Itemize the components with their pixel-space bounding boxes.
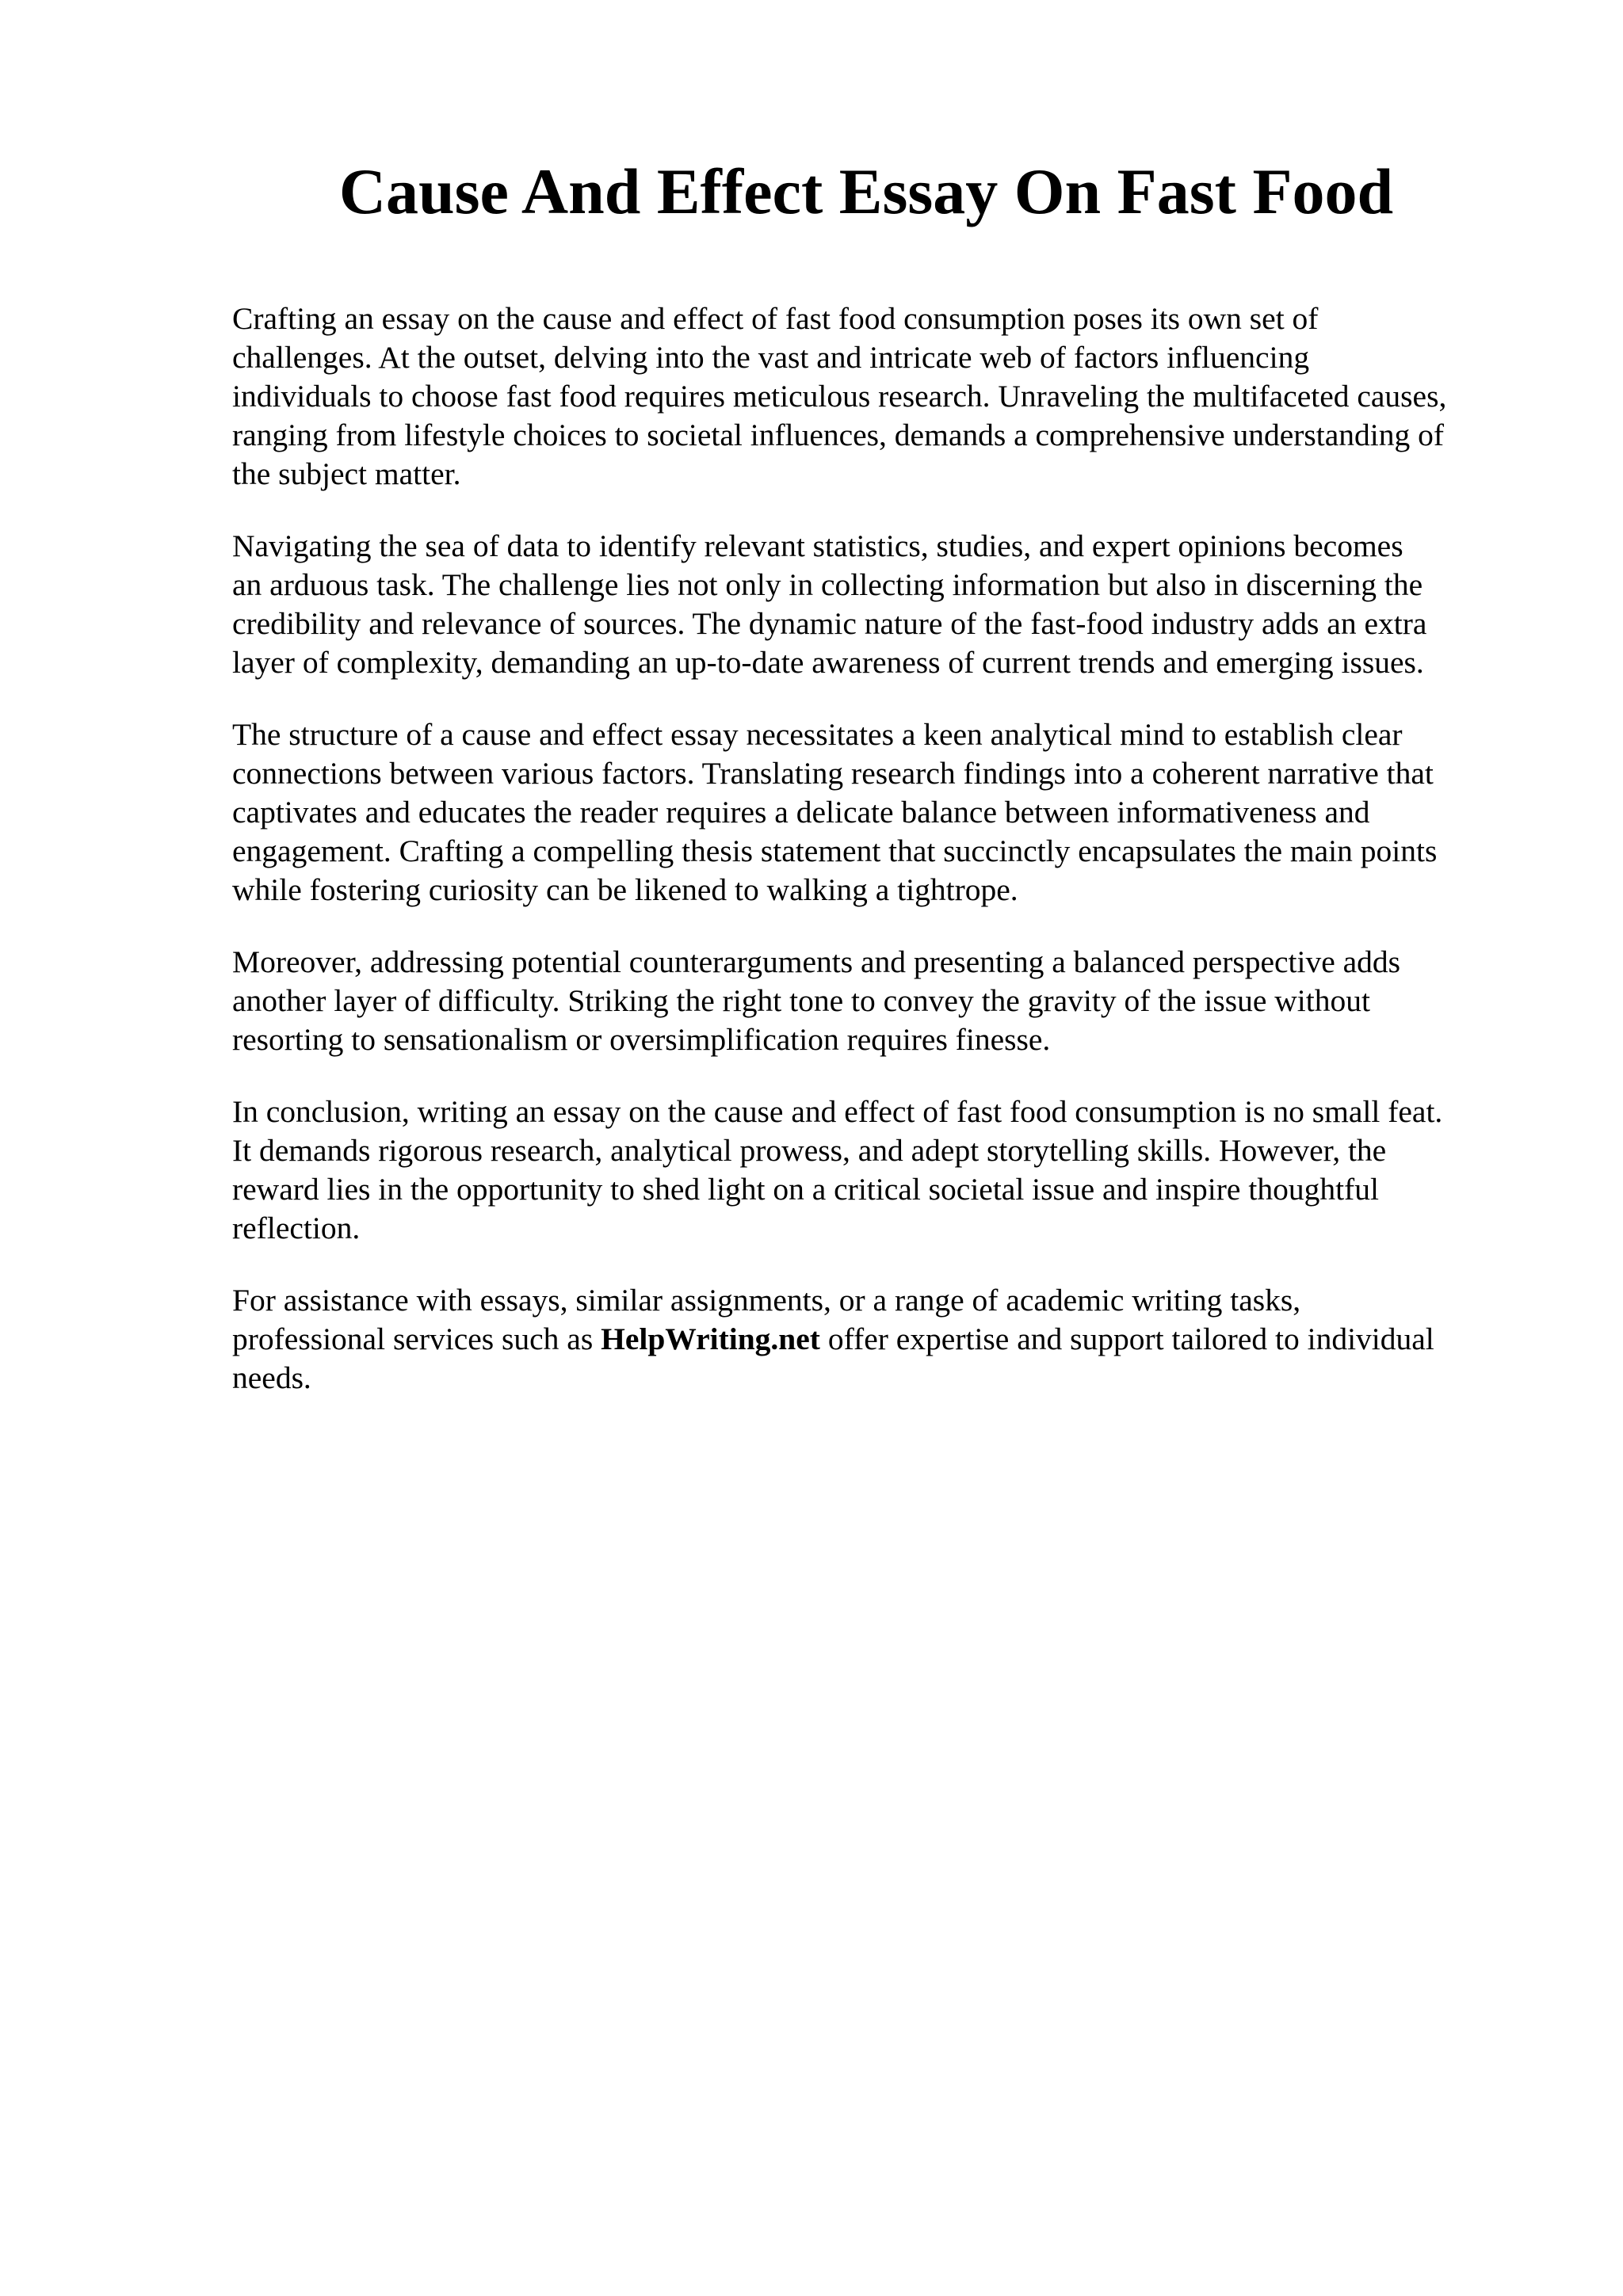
paragraph-4 xyxy=(232,943,1516,1059)
paragraph-5 xyxy=(232,1093,1516,1248)
text-line: In conclusion, writing an essay on the cause and effect of fast food consumption is no small feat. xyxy=(232,1094,1443,1129)
text-line: individuals to choose fast food requires meticulous research. Unraveling the multifaceted causes, xyxy=(232,379,1447,414)
closing-paragraph xyxy=(232,1281,1516,1398)
paragraph-1 xyxy=(232,299,1516,494)
page-title: Cause And Effect Essay On Fast Food xyxy=(338,155,1394,227)
text-line: the subject matter. xyxy=(232,456,461,491)
essay-body xyxy=(232,299,1516,1431)
paragraph-3 xyxy=(232,715,1516,910)
text-line: an arduous task. The challenge lies not only in collecting information but also in discerning the xyxy=(232,567,1423,602)
text-line: Moreover, addressing potential counterarguments and presenting a balanced perspective adds xyxy=(232,944,1401,979)
text-line: credibility and relevance of sources. The dynamic nature of the fast-food industry adds an extra xyxy=(232,606,1427,641)
text-line: Crafting an essay on the cause and effect of fast food consumption poses its own set of xyxy=(232,301,1319,336)
closing-text-after: offer expertise and support tailored to individual xyxy=(819,1322,1434,1356)
text-line: connections between various factors. Translating research findings into a coherent narrative that xyxy=(232,756,1434,791)
text-line: another layer of difficulty. Striking the right tone to convey the gravity of the issue without xyxy=(232,983,1370,1018)
text-line: reflection. xyxy=(232,1211,361,1245)
text-line: engagement. Crafting a compelling thesis statement that succinctly encapsulates the main points xyxy=(232,833,1438,868)
text-line: while fostering curiosity can be likened to walking a tightrope. xyxy=(232,872,1018,907)
text-line: layer of complexity, demanding an up-to-date awareness of current trends and emerging issues. xyxy=(232,645,1424,680)
text-line-with-brand xyxy=(232,1320,1516,1359)
text-line: For assistance with essays, similar assignments, or a range of academic writing tasks, xyxy=(232,1283,1301,1318)
text-line: The structure of a cause and effect essay necessitates a keen analytical mind to establish clear xyxy=(232,717,1403,752)
brand-name: HelpWriting.net xyxy=(601,1322,820,1356)
paragraph-2 xyxy=(232,527,1516,682)
text-line: needs. xyxy=(232,1360,311,1395)
text-line: challenges. At the outset, delving into the vast and intricate web of factors influencing xyxy=(232,340,1310,375)
text-line: It demands rigorous research, analytical prowess, and adept storytelling skills. However, the xyxy=(232,1133,1387,1168)
text-line: Navigating the sea of data to identify relevant statistics, studies, and expert opinions becomes xyxy=(232,528,1403,563)
text-line: resorting to sensationalism or oversimplification requires finesse. xyxy=(232,1022,1051,1057)
text-line: captivates and educates the reader requires a delicate balance between informativeness and xyxy=(232,795,1370,830)
closing-text-before: professional services such as xyxy=(232,1322,601,1356)
text-line: ranging from lifestyle choices to societal influences, demands a comprehensive understanding of xyxy=(232,418,1445,452)
text-line: reward lies in the opportunity to shed light on a critical societal issue and inspire thoughtful xyxy=(232,1172,1379,1207)
